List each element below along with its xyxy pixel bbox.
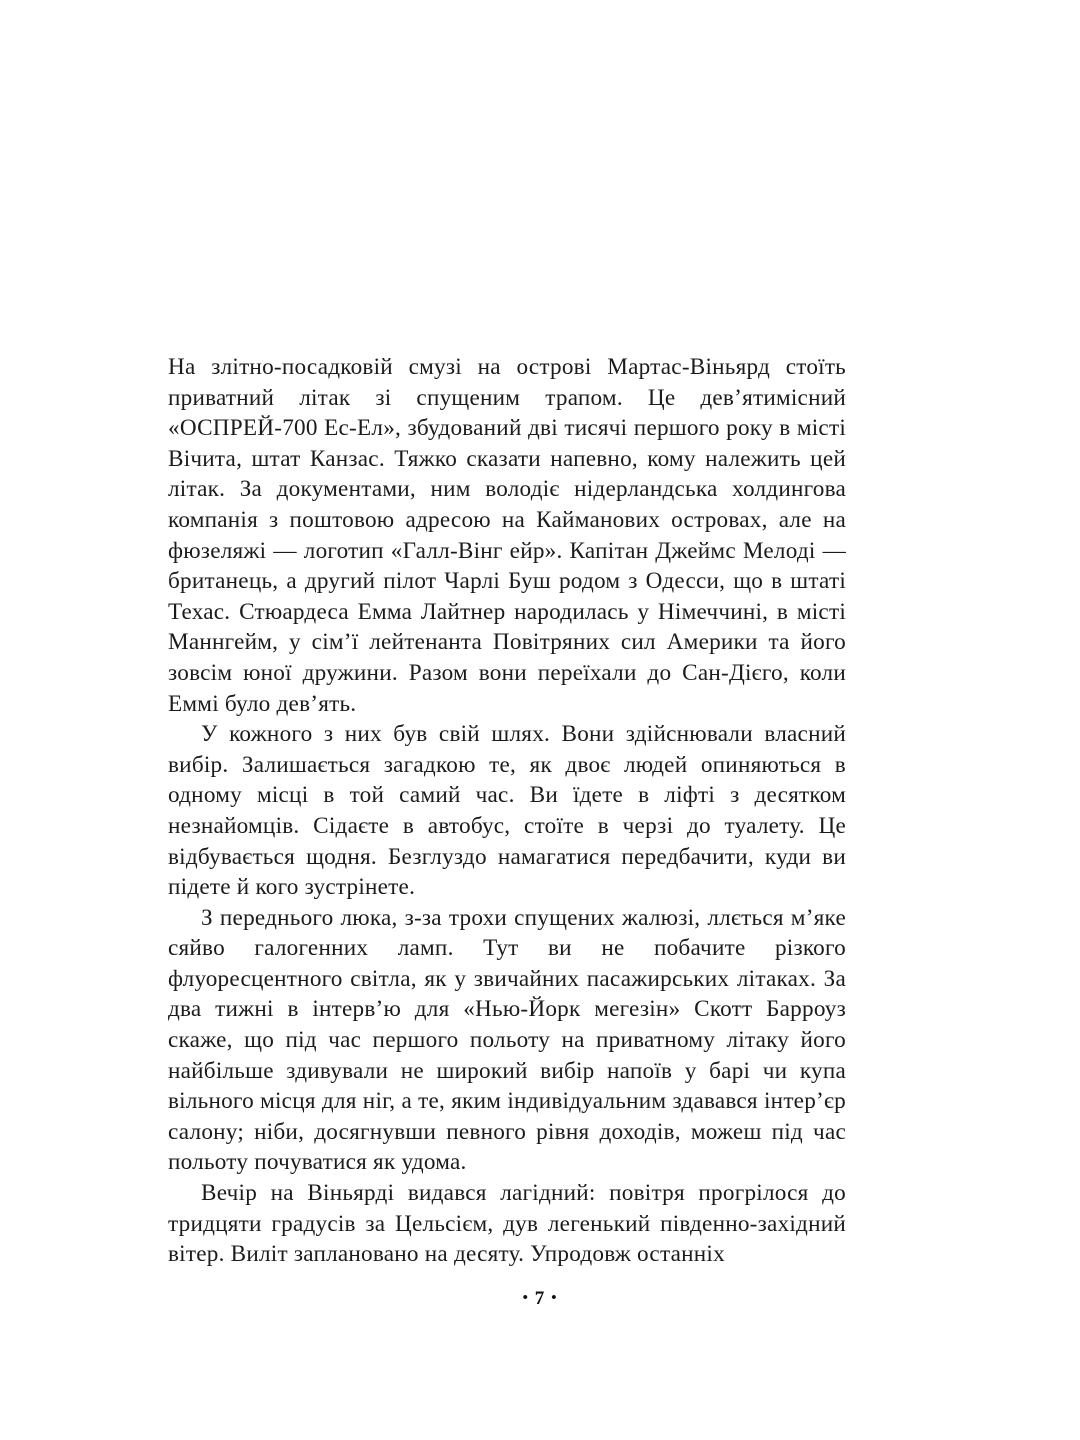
folio-right-dot-icon: • [551,1289,558,1306]
body-paragraph-2: У кожного з них був свій шлях. Вони здійснювали власний вибір. Залишається загадкою те, як двоє людей опиняються в одному місці в той самий час. Ви їдете в ліфті з десятком незнайомців. Сідаєте в автобус, стоїте в черзі до туалету. Це відбувається щодня. Безглуздо намагатися передбачити, куди ви підете й кого зустрінете. [168,721,846,901]
page-text-column [168,352,846,1270]
body-paragraph-3: З переднього люка, з-за трохи спущених жалюзі, ллється м’яке сяйво галогенних ламп. Тут ви не побачите різкого флуоресцентного світла, як у звичайних пасажирських літаках. За два тижні в інтерв’ю для «Нью-Йорк мегезін» Скотт Барроуз скаже, що під час першого польоту на приватному літаку його найбільше здивували не широкий вибір напоїв у барі чи купа вільного місця для ніг, а те, яким індивідуальним здавався інтер’єр салону; ніби, досягнувши певного рівня доходів, можеш під час польоту почуватися як удома. [168,904,846,1176]
folio-left-dot-icon: • [522,1289,529,1306]
page-folio [0,1288,1080,1310]
folio-number: 7 [534,1288,546,1309]
body-paragraph-4: Вечір на Віньярді видався лагідний: повітря прогрілося до тридцяти градусів за Цельсієм, дув легенький південно-західний вітер. Виліт заплановано на десяту. Упродовж останніх [168,1180,846,1268]
body-paragraph-1: На злітно-посадковій смузі на острові Мартас-Віньярд стоїть приватний літак зі спущеним трапом. Це дев’ятимісний «ОСПРЕЙ-700 Ес-Ел», збудований дві тисячі першого року в місті Вічита, штат Канзас. Тяжко сказати напевно, кому належить цей літак. За документами, ним володіє нідерландська холдингова компанія з поштовою адресою на Кайманових островах, але на фюзеляжі — логотип «Галл-Вінг ейр». Капітан Джеймс Мелоді — британець, а другий пілот Чарлі Буш родом з Одесси, що в штаті Техас. Стюардеса Емма Лайтнер народилась у Німеччині, в місті Маннгейм, у сім’ї лейтенанта Повітряних сил Америки та його зовсім юної дружини. Разом вони переїхали до Сан-Дієго, коли Еммі було дев’ять. [168,354,846,717]
